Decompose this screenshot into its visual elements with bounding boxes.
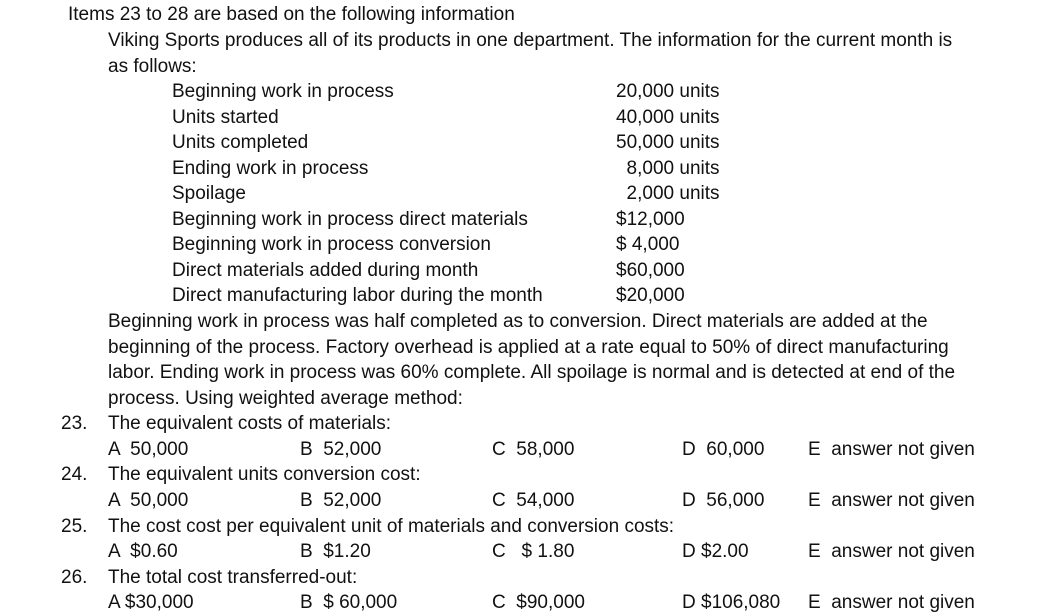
question-number: 24. [61, 464, 88, 485]
notes-line: process. Using weighted average method: [108, 387, 463, 409]
data-value: 50,000 units [616, 132, 720, 153]
description-line: Viking Sports produces all of its products in one department. The information for the current month is [108, 30, 953, 51]
question-text: The cost cost per equivalent unit of materials and conversion costs: [108, 516, 675, 537]
data-label: Units completed [172, 132, 309, 153]
option-e: E answer not given [808, 439, 975, 460]
option-b: B 52,000 [300, 439, 382, 460]
question-number: 25. [61, 516, 88, 537]
data-value: $12,000 [616, 208, 685, 230]
notes-line: Beginning work in process was half completed as to conversion. Direct materials are added at the [108, 311, 928, 332]
option-c: C 58,000 [492, 439, 575, 460]
option-d: D $2.00 [682, 541, 749, 562]
data-row [172, 207, 732, 233]
option-d: D 56,000 [682, 490, 765, 511]
question-text: The total cost transferred-out: [108, 567, 358, 588]
data-label: Direct materials added during month [172, 259, 479, 281]
data-row [172, 181, 732, 207]
option-e: E answer not given [808, 490, 975, 511]
data-value: 2,000 units [616, 183, 720, 204]
data-row [172, 156, 732, 182]
data-value: $ 4,000 [616, 234, 680, 255]
data-label: Spoilage [172, 183, 246, 204]
data-row [172, 105, 732, 131]
data-value: $20,000 [616, 285, 685, 306]
question-text: The equivalent costs of materials: [108, 413, 392, 434]
data-value: 20,000 units [616, 81, 720, 102]
data-label: Ending work in process [172, 157, 369, 179]
data-label: Beginning work in process [172, 81, 394, 102]
option-c: C $90,000 [492, 592, 585, 613]
notes-line: beginning of the process. Factory overhead is applied at a rate equal to 50% of direct manufacturing [108, 336, 949, 358]
option-b: B $1.20 [300, 541, 371, 562]
option-d: D $106,080 [682, 592, 781, 613]
data-value: 40,000 units [616, 106, 720, 128]
option-e: E answer not given [808, 592, 975, 613]
option-b: B 52,000 [300, 490, 382, 511]
option-b: B $ 60,000 [300, 592, 398, 613]
option-a: A 50,000 [108, 490, 189, 511]
option-d: D 60,000 [682, 439, 765, 460]
description-paragraph [108, 28, 1008, 79]
option-e: E answer not given [808, 541, 975, 562]
description-line: as follows: [108, 55, 197, 77]
data-value: $60,000 [616, 259, 685, 281]
data-row [172, 258, 732, 284]
data-row [172, 79, 732, 105]
option-c: C $ 1.80 [492, 541, 575, 562]
option-a: A $30,000 [108, 592, 194, 613]
data-label: Units started [172, 106, 279, 128]
option-c: C 54,000 [492, 490, 575, 511]
option-a: A $0.60 [108, 541, 178, 562]
question-number: 26. [61, 567, 88, 588]
data-label: Direct manufacturing labor during the month [172, 285, 543, 306]
data-label: Beginning work in process conversion [172, 234, 491, 255]
option-a: A 50,000 [108, 439, 189, 460]
data-value: 8,000 units [616, 157, 720, 179]
question-number: 23. [61, 413, 88, 434]
data-label: Beginning work in process direct materials [172, 208, 528, 230]
question-text: The equivalent units conversion cost: [108, 464, 421, 485]
intro-heading: Items 23 to 28 are based on the following information [68, 4, 515, 25]
notes-line: labor. Ending work in process was 60% complete. All spoilage is normal and is detected at end of the [108, 362, 956, 384]
notes-paragraph [108, 309, 1008, 411]
data-row [172, 130, 732, 156]
data-row [172, 232, 732, 258]
data-row [172, 283, 732, 309]
